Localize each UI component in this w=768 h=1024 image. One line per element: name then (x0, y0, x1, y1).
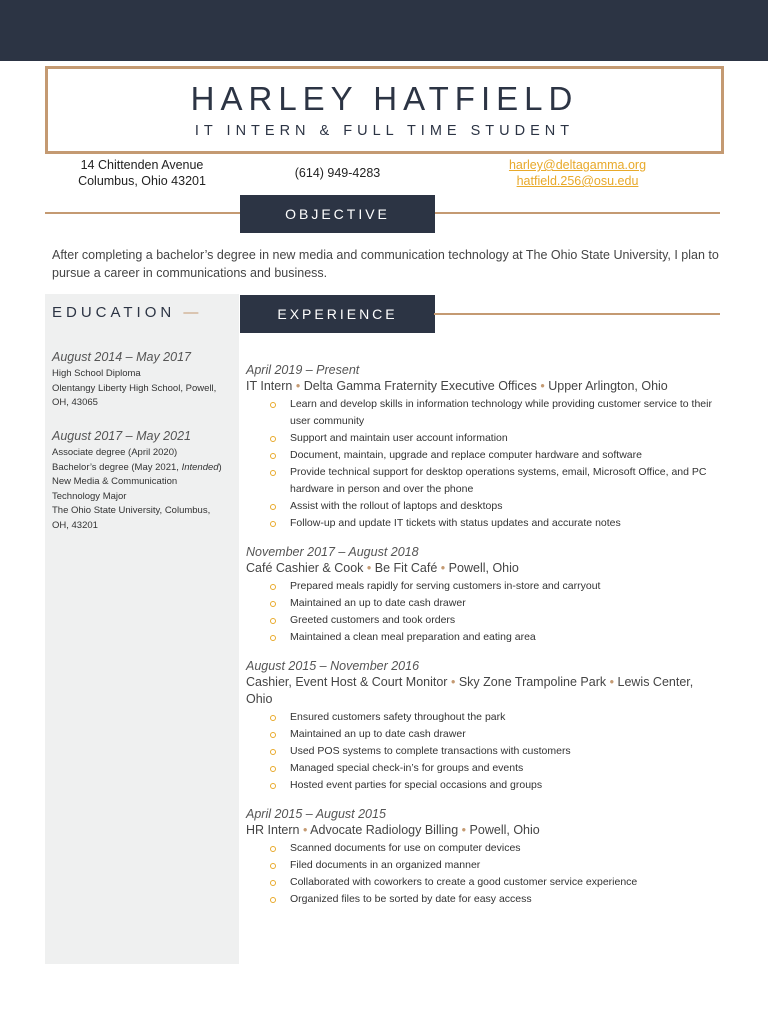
job-location: Lewis Center, Ohio (246, 675, 694, 706)
education-line: OH, 43201 (52, 519, 98, 531)
job-bullet (246, 396, 716, 430)
contact-phone: (614) 949-4283 (294, 166, 381, 180)
job-org: Be Fit Café (374, 561, 438, 575)
job-bullet (246, 430, 716, 447)
job-bullet (246, 857, 716, 874)
objective-rule-left (45, 212, 241, 214)
education-line (52, 461, 234, 476)
education-line: New Media & Communication (52, 476, 178, 487)
objective-text: After completing a bachelor’s degree in new media and communication technology at The Ohio State University, I plan to pursue a career in communications and business. (52, 248, 719, 280)
bullet-circle-icon (270, 436, 276, 442)
job-bullet-list (246, 840, 716, 908)
job-bullet-list (246, 709, 716, 794)
bullet-circle-icon (270, 846, 276, 852)
job-role: HR Intern (246, 823, 300, 837)
experience-heading: EXPERIENCE (240, 295, 435, 333)
job-bullet (246, 464, 716, 498)
bullet-circle-icon (270, 715, 276, 721)
candidate-title: IT INTERN & FULL TIME STUDENT (194, 123, 575, 139)
experience-list (246, 362, 716, 920)
job-bullet (246, 777, 716, 794)
job-bullet-text: Used POS systems to complete transactions with customers (290, 745, 571, 757)
job-bullet-text: Collaborated with coworkers to create a good customer service experience (290, 876, 638, 888)
bullet-circle-icon (270, 453, 276, 459)
education-line: Technology Major (52, 490, 127, 502)
email-link-secondary[interactable]: hatfield.256@osu.edu (516, 174, 639, 188)
contact-emails (490, 157, 665, 189)
bullet-circle-icon (270, 584, 276, 590)
job-location: Powell, Ohio (469, 823, 540, 837)
job-bullet (246, 612, 716, 629)
education-intended-close: ) (218, 461, 222, 473)
job-role: Cashier, Event Host & Court Monitor (246, 675, 448, 689)
job-bullet (246, 891, 716, 908)
bullet-circle-icon (270, 749, 276, 755)
title-separator: • (440, 561, 446, 575)
title-separator: • (366, 561, 372, 575)
name-box (45, 66, 724, 154)
job-entry (246, 362, 716, 532)
job-bullet-text: Maintained an up to date cash drawer (290, 597, 466, 609)
education-heading-text: EDUCATION (52, 304, 176, 321)
bullet-circle-icon (270, 766, 276, 772)
objective-heading: OBJECTIVE (240, 195, 435, 233)
job-date: April 2019 – Present (246, 363, 360, 377)
job-org: Sky Zone Trampoline Park (458, 675, 607, 689)
education-heading-dash: — (183, 304, 199, 321)
education-line: The Ohio State University, Columbus, (52, 505, 211, 516)
job-entry (246, 658, 716, 794)
bullet-circle-icon (270, 618, 276, 624)
job-bullet-list (246, 578, 716, 646)
job-bullet-text: Follow-up and update IT tickets with status updates and accurate notes (290, 517, 621, 529)
job-date: August 2015 – November 2016 (246, 659, 420, 673)
job-bullet-text: Filed documents in an organized manner (290, 859, 481, 871)
job-location: Upper Arlington, Ohio (548, 379, 668, 393)
education-line: Associate degree (April 2020) (52, 447, 178, 458)
objective-rule-right (434, 212, 720, 214)
job-bullet (246, 840, 716, 857)
address-line-2: Columbus, Ohio 43201 (78, 174, 206, 188)
experience-rule (434, 313, 720, 315)
title-separator: • (302, 823, 308, 837)
job-bullet-text: Prepared meals rapidly for serving customers in-store and carryout (290, 580, 601, 592)
job-bullet-text: Greeted customers and took orders (290, 614, 456, 626)
education-line: High School Diploma (52, 368, 141, 379)
job-bullet-text: Learn and develop skills in information technology while providing customer service to their user community (290, 398, 712, 427)
job-date: November 2017 – August 2018 (246, 545, 419, 559)
education-intended: Intended (181, 461, 219, 473)
job-title-line (246, 822, 716, 839)
bullet-circle-icon (270, 783, 276, 789)
bullet-circle-icon (270, 863, 276, 869)
job-bullet (246, 595, 716, 612)
job-bullet-text: Ensured customers safety throughout the park (290, 711, 506, 723)
job-entry (246, 806, 716, 908)
job-bullet-text: Managed special check-in’s for groups and events (290, 762, 524, 774)
education-entry (52, 350, 234, 411)
job-bullet-text: Maintained an up to date cash drawer (290, 728, 466, 740)
job-entry (246, 544, 716, 646)
title-separator: • (540, 379, 545, 393)
bullet-circle-icon (270, 897, 276, 903)
job-bullet (246, 515, 716, 532)
job-bullet-text: Provide technical support for desktop operations systems, email, Microsoft Office, and PC hardware in person and over the phone (290, 466, 707, 495)
job-location: Powell, Ohio (448, 561, 519, 575)
job-bullet (246, 760, 716, 777)
job-bullet-text: Support and maintain user account information (290, 432, 508, 444)
job-title-line (246, 378, 716, 395)
job-bullet (246, 578, 716, 595)
job-bullet-text: Document, maintain, upgrade and replace computer hardware and software (290, 449, 642, 461)
title-separator: • (295, 379, 301, 393)
bullet-circle-icon (270, 470, 276, 476)
job-role: IT Intern (246, 379, 293, 393)
job-bullet-text: Assist with the rollout of laptops and desktops (290, 500, 503, 512)
job-bullet-text: Maintained a clean meal preparation and eating area (290, 631, 536, 643)
education-line: Olentangy Liberty High School, Powell, (52, 382, 217, 394)
education-heading (52, 304, 198, 321)
job-org: Delta Gamma Fraternity Executive Offices (303, 379, 537, 393)
title-separator: • (609, 675, 615, 689)
job-bullet (246, 629, 716, 646)
job-title-line (246, 674, 716, 708)
job-org: Advocate Radiology Billing (310, 823, 459, 837)
job-bullet-text: Hosted event parties for special occasions and groups (290, 779, 543, 791)
job-bullet-list (246, 396, 716, 532)
education-date: August 2017 – May 2021 (52, 429, 191, 443)
job-bullet (246, 726, 716, 743)
candidate-name: HARLEY HATFIELD (190, 80, 579, 117)
job-bullet (246, 743, 716, 760)
contact-address (62, 157, 222, 189)
bullet-circle-icon (270, 732, 276, 738)
job-bullet-text: Organized files to be sorted by date for easy access (290, 893, 532, 905)
job-bullet (246, 709, 716, 726)
job-bullet (246, 447, 716, 464)
bullet-circle-icon (270, 402, 276, 408)
address-line-1: 14 Chittenden Avenue (80, 158, 204, 172)
bullet-circle-icon (270, 601, 276, 607)
job-title-line (246, 560, 716, 577)
email-link-primary[interactable]: harley@deltagamma.org (508, 158, 647, 172)
bullet-circle-icon (270, 635, 276, 641)
education-date: August 2014 – May 2017 (52, 350, 191, 364)
job-bullet (246, 874, 716, 891)
job-date: April 2015 – August 2015 (246, 807, 386, 821)
bullet-circle-icon (270, 880, 276, 886)
job-role: Café Cashier & Cook (246, 561, 364, 575)
top-banner (0, 0, 768, 61)
education-entry (52, 429, 234, 533)
education-line: OH, 43065 (52, 397, 98, 408)
job-bullet-text: Scanned documents for use on computer devices (290, 842, 521, 854)
bullet-circle-icon (270, 521, 276, 527)
bullet-circle-icon (270, 504, 276, 510)
job-bullet (246, 498, 716, 515)
education-line-text: Bachelor’s degree (May 2021, (52, 461, 182, 473)
title-separator: • (461, 823, 467, 837)
title-separator: • (450, 675, 456, 689)
